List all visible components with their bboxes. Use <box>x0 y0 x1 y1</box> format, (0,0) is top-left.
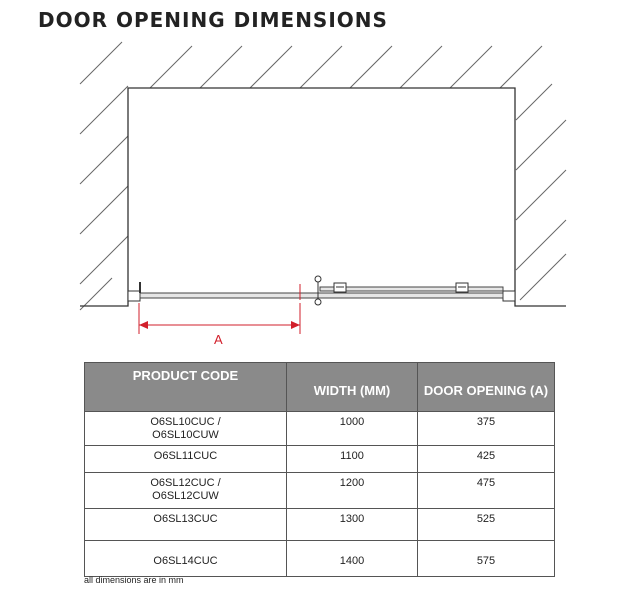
table-header-row <box>85 363 555 412</box>
opening-cell: 425 <box>418 446 555 473</box>
product-code-cell: O6SL14CUC <box>85 541 287 577</box>
width-cell: 1100 <box>287 446 418 473</box>
page-title: DOOR OPENING DIMENSIONS <box>38 8 388 32</box>
header-door-opening: DOOR OPENING (A) <box>418 363 555 412</box>
door-handle-icon <box>300 276 321 305</box>
opening-cell: 475 <box>418 473 555 509</box>
left-wall-hatching <box>80 42 128 310</box>
top-wall-hatching <box>150 46 542 88</box>
right-wall-channel <box>503 291 515 301</box>
wall-outline <box>80 88 566 306</box>
header-product-code: PRODUCT CODE <box>85 363 287 412</box>
width-cell: 1300 <box>287 509 418 541</box>
width-cell: 1200 <box>287 473 418 509</box>
dimensions-table <box>84 362 555 577</box>
product-code-cell: O6SL10CUC / O6SL10CUW <box>85 412 287 446</box>
table-row <box>85 541 555 577</box>
right-wall-hatching <box>516 84 566 300</box>
opening-cell: 575 <box>418 541 555 577</box>
product-code-cell: O6SL13CUC <box>85 509 287 541</box>
width-cell: 1400 <box>287 541 418 577</box>
footnote: all dimensions are in mm <box>84 575 184 585</box>
width-cell: 1000 <box>287 412 418 446</box>
table-row <box>85 446 555 473</box>
sliding-door <box>320 283 503 292</box>
opening-cell: 375 <box>418 412 555 446</box>
opening-cell: 525 <box>418 509 555 541</box>
header-width: WIDTH (MM) <box>287 363 418 412</box>
table-row <box>85 509 555 541</box>
dimension-a <box>139 303 300 334</box>
table-row <box>85 412 555 446</box>
left-wall-channel <box>128 291 140 301</box>
product-code-cell: O6SL12CUC / O6SL12CUW <box>85 473 287 509</box>
table-row <box>85 473 555 509</box>
fixed-panel <box>140 293 503 298</box>
product-code-cell: O6SL11CUC <box>85 446 287 473</box>
dimension-a-label: A <box>214 332 223 347</box>
